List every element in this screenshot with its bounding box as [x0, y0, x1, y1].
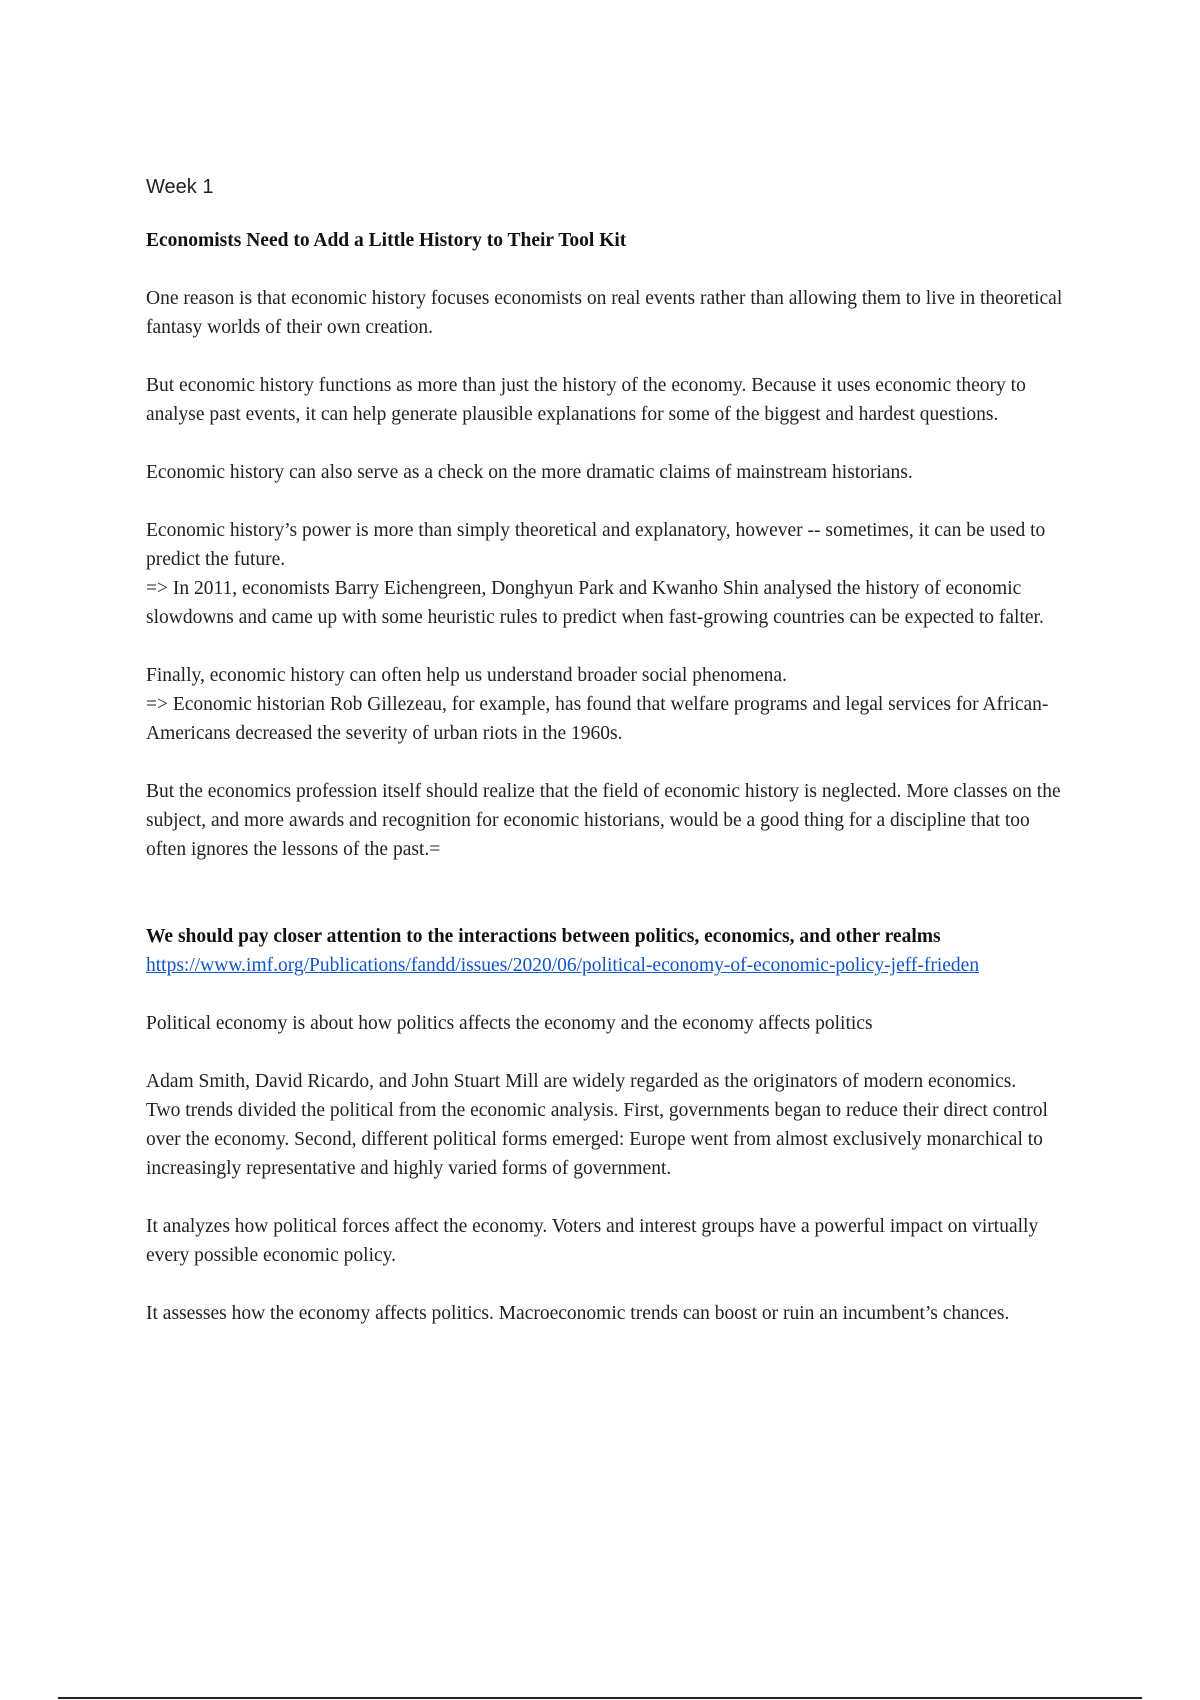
section2-paragraph-3: It analyzes how political forces affect the economy. Voters and interest groups have a powerful impact on virtually every possible economic policy. — [146, 1216, 1039, 1266]
paragraph-5-line-1: Finally, economic history can often help us understand broader social phenomena. — [146, 665, 787, 686]
paragraph-5-line-2: => Economic historian Rob Gillezeau, for example, has found that welfare programs and legal services for African-Americans decreased the severity of urban riots in the 1960s. — [146, 694, 1049, 744]
section2-paragraph-4: It assesses how the economy affects politics. Macroeconomic trends can boost or ruin an incumbent’s chances. — [146, 1303, 1010, 1324]
paragraph-4-line-2: => In 2011, economists Barry Eichengreen, Donghyun Park and Kwanho Shin analysed the history of economic slowdowns and came up with some heuristic rules to predict when fast-growing countries can be expected to falter. — [146, 578, 1044, 628]
section1-paragraph-6: But the economics profession itself should realize that the field of economic history is neglected. More classes on the subject, and more awards and recognition for economic historians, would be a good thing for a discipline that too often ignores the lessons of the past.= — [146, 781, 1061, 860]
paragraph-4-line-1: Economic history’s power is more than simply theoretical and explanatory, however -- sometimes, it can be used to predict the future. — [146, 520, 1046, 570]
section1-paragraph-1: One reason is that economic history focuses economists on real events rather than allowing them to live in theoretical fantasy worlds of their own creation. — [146, 288, 1063, 338]
imf-article-link[interactable]: https://www.imf.org/Publications/fandd/issues/2020/06/political-economy-of-economic-policy-jeff-frieden — [146, 955, 980, 976]
section2-paragraph-2 — [146, 1067, 1066, 1183]
section2-paragraph-2-line-2: Two trends divided the political from the economic analysis. First, governments began to reduce their direct control over the economy. Second, different political forms emerged: Europe went from almost exclusively monarchical to increasingly representative and highly varied forms of government. — [146, 1100, 1048, 1179]
document-page — [146, 170, 1066, 1357]
section2-title: We should pay closer attention to the interactions between politics, economics, and other realms — [146, 926, 941, 947]
page-bottom-rule — [58, 1697, 1142, 1699]
section1-paragraph-2: But economic history functions as more than just the history of the economy. Because it uses economic theory to analyse past events, it can help generate plausible explanations for some of the biggest and hardest questions. — [146, 375, 1026, 425]
section1-paragraph-5 — [146, 661, 1066, 748]
section2-paragraph-1: Political economy is about how politics affects the economy and the economy affects politics — [146, 1013, 873, 1034]
section2-paragraph-2-line-1: Adam Smith, David Ricardo, and John Stuart Mill are widely regarded as the originators of modern economics. — [146, 1071, 1017, 1092]
section1-paragraph-3: Economic history can also serve as a check on the more dramatic claims of mainstream historians. — [146, 462, 913, 483]
section1-paragraph-4 — [146, 516, 1066, 632]
section1-title: Economists Need to Add a Little History to Their Tool Kit — [146, 230, 627, 251]
week-label: Week 1 — [146, 176, 214, 198]
